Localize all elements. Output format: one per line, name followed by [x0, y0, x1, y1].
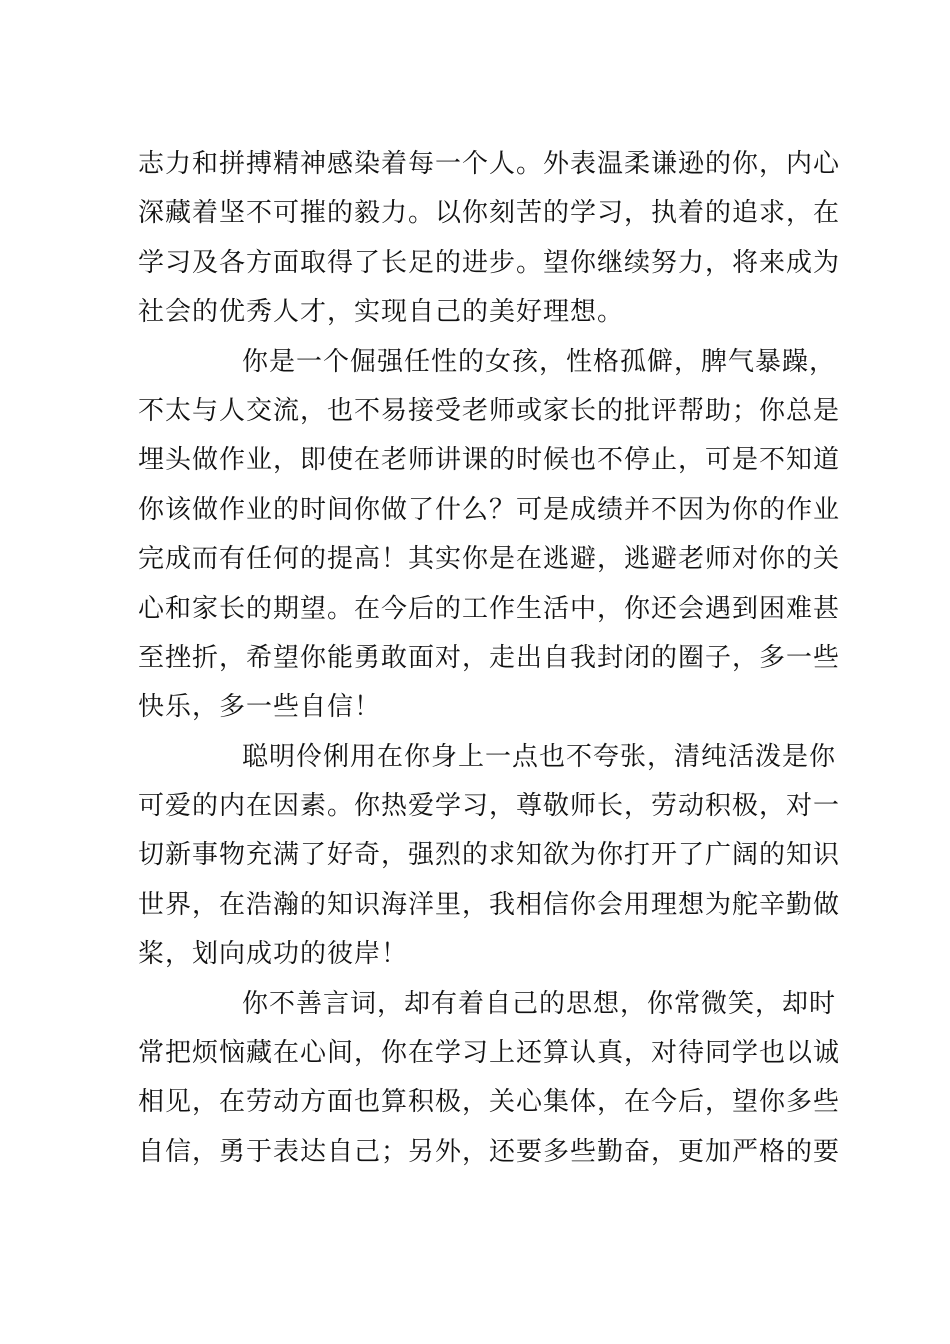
text-line: 你不善言词，却有着自己的思想，你常微笑，却时: [242, 988, 837, 1019]
text-line: 你是一个倔强任性的女孩，性格孤僻，脾气暴躁，: [242, 346, 837, 377]
text-line: 你该做作业的时间你做了什么？可是成绩并不因为你的作业: [138, 494, 841, 525]
paragraph-1: [138, 140, 841, 338]
text-line: 聪明伶俐用在你身上一点也不夸张，清纯活泼是你: [242, 741, 837, 772]
text-line: 快乐，多一些自信！: [138, 692, 382, 723]
paragraph-4: [138, 980, 841, 1178]
text-line: 可爱的内在因素。你热爱学习，尊敬师长，劳动积极，对一: [138, 791, 841, 822]
text-line: 学习及各方面取得了长足的进步。望你继续努力，将来成为: [138, 247, 841, 278]
text-line: 深藏着坚不可摧的毅力。以你刻苦的学习，执着的追求，在: [138, 198, 841, 229]
text-line: 埋头做作业，即使在老师讲课的时候也不停止，可是不知道: [138, 445, 841, 476]
text-line: 自信，勇于表达自己；另外，还要多些勤奋，更加严格的要: [138, 1136, 841, 1167]
paragraph-2: [138, 338, 841, 733]
text-line: 切新事物充满了好奇，强烈的求知欲为你打开了广阔的知识: [138, 840, 841, 871]
text-line: 相见，在劳动方面也算积极，关心集体，在今后，望你多些: [138, 1087, 841, 1118]
paragraph-3: [138, 733, 841, 980]
text-line: 至挫折，希望你能勇敢面对，走出自我封闭的圈子，多一些: [138, 642, 841, 673]
text-line: 常把烦恼藏在心间，你在学习上还算认真，对待同学也以诚: [138, 1038, 841, 1069]
text-line: 桨，划向成功的彼岸！: [138, 939, 409, 970]
text-line: 完成而有任何的提高！其实你是在逃避，逃避老师对你的关: [138, 544, 841, 575]
text-line: 不太与人交流，也不易接受老师或家长的批评帮助；你总是: [138, 395, 841, 426]
document-body: [138, 140, 841, 1177]
text-line: 志力和拼搏精神感染着每一个人。外表温柔谦逊的你，内心: [138, 149, 841, 179]
text-line: 心和家长的期望。在今后的工作生活中，你还会遇到困难甚: [138, 593, 841, 624]
text-line: 社会的优秀人才，实现自己的美好理想。: [138, 297, 625, 328]
text-line: 世界，在浩瀚的知识海洋里，我相信你会用理想为舵辛勤做: [138, 889, 841, 920]
